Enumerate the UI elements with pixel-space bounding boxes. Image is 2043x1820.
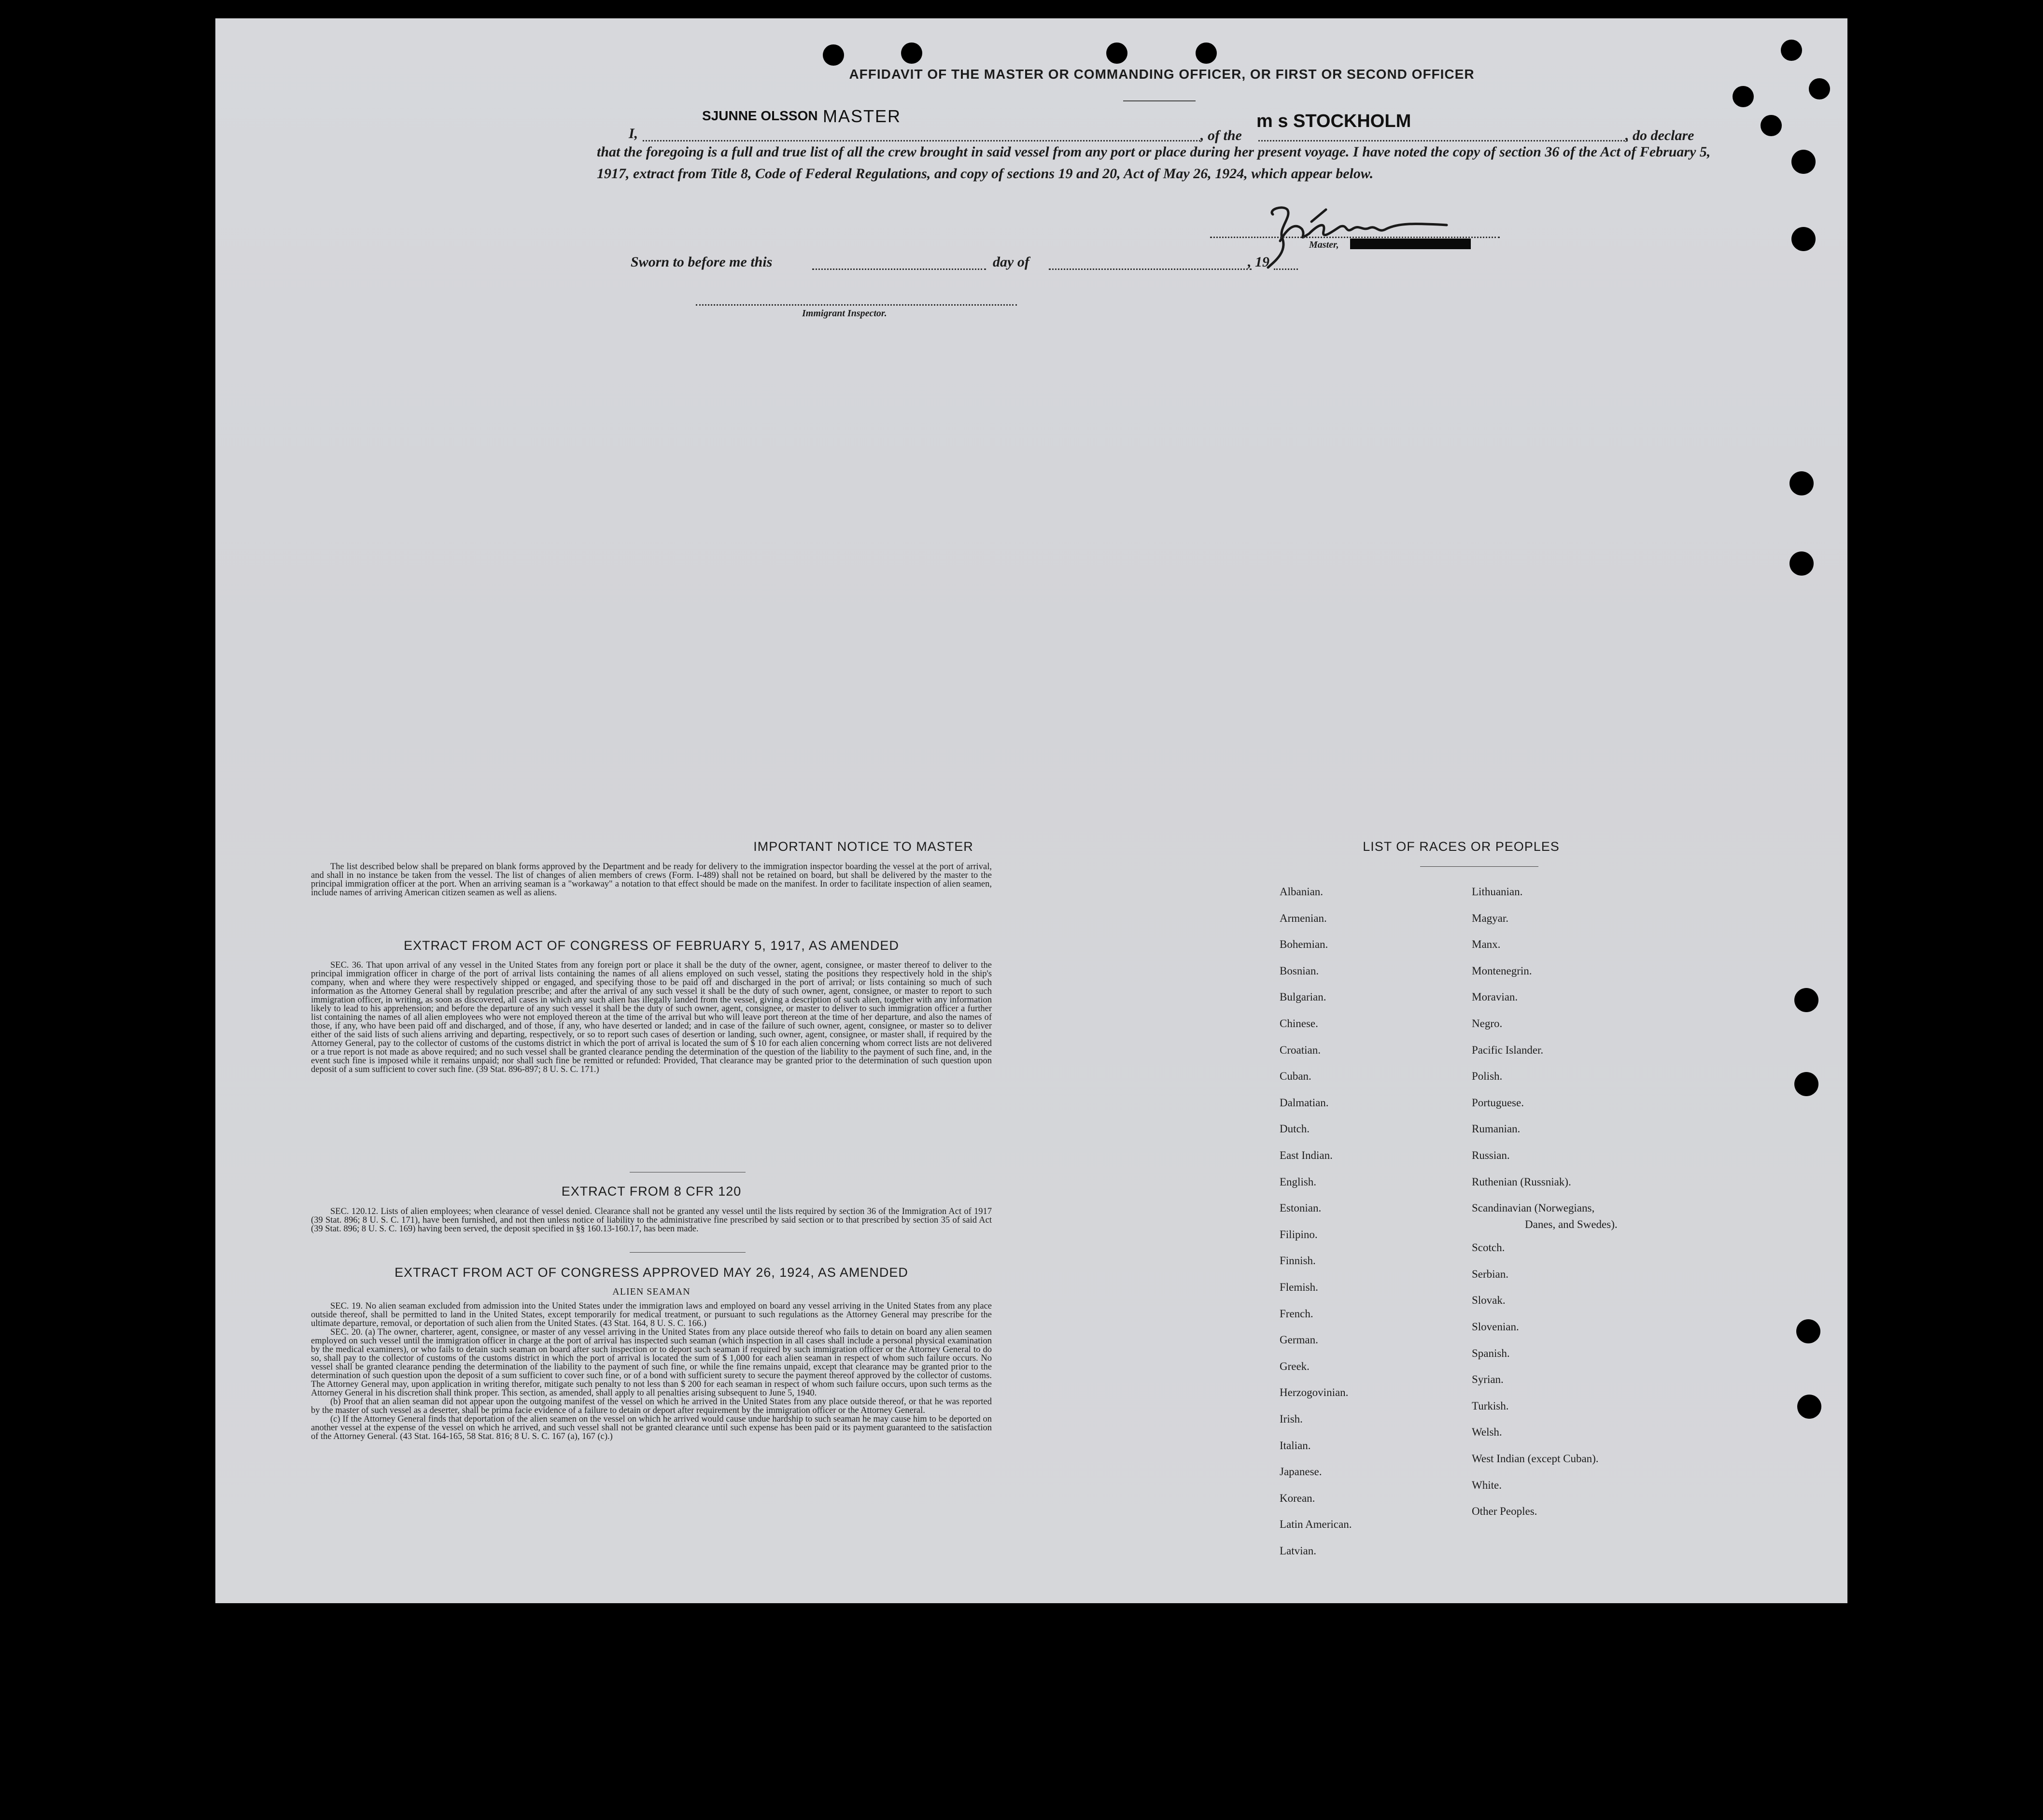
- race-item-left: Bohemian.: [1280, 938, 1328, 951]
- race-item-left: Latvian.: [1280, 1545, 1316, 1557]
- race-item-left: Finnish.: [1280, 1255, 1316, 1267]
- race-item-left: English.: [1280, 1175, 1317, 1188]
- race-item-left: Albanian.: [1280, 886, 1324, 898]
- race-item-right: Portuguese.: [1472, 1096, 1524, 1109]
- race-item-left: Irish.: [1280, 1413, 1303, 1425]
- punch-hole: [1781, 40, 1802, 61]
- declaration-text: that the foregoing is a full and true list of all the crew brought in said vessel from any port or place during her present voyage. I have noted the copy of section 36 of the Act of February 5, 1917, extract from Title 8, Code of Federal Regulations, and copy of sections 19 and 20, Act of May 26, 1924, which appear below.: [597, 144, 1711, 182]
- race-item-left: Greek.: [1280, 1360, 1310, 1372]
- of-the-label: , of the: [1200, 127, 1242, 143]
- race-item-right: Rumanian.: [1472, 1123, 1521, 1135]
- race-item-left: Croatian.: [1280, 1044, 1321, 1056]
- punch-hole: [823, 44, 844, 66]
- notice-text: The list described below shall be prepared on blank forms approved by the Department and be ready for delivery to the immigration inspector boarding the vessel at the port of arrival, and shall in no instance be taken from the vessel. The list of changes of alien members of crews (Form. I-489) shall not be retained on board, but shall be delivered by the master to the principal immigration officer at the port. When an arriving seaman is a "workaway" a notation to that effect should be made on the manifest. In order to facilitate inspection of alien seamen, include names of arriving American citizen seamen as well as aliens.: [311, 862, 992, 898]
- extract-1917-text: SEC. 36. That upon arrival of any vessel in the United States from any foreign port or place it shall be the duty of the owner, agent, consignee, or master thereof to deliver to the principal immigration officer in charge of the port of arrival lists containing the names of all aliens employed on such vessel, stating the positions they respectively hold in the ship's company, when and where they were respectively shipped or engaged, and specifying those to be paid off and discharged in the port of arrival; or lists containing so much of such information as the Attorney General shall by regulation prescribe; and after the arrival of any such vessel it shall be the duty of such owner, agent, consignee, or master to report to such immigration officer, in writing, as soon as discovered, all cases in which any such alien has illegally landed from the vessel, giving a description of such alien, together with any information likely to lead to his apprehension; and before the departure of any such vessel it shall be the duty of such owner, agent, consignee, or master to deliver to such immigration officer a further list containing the names of all alien employees who were not employed thereon at the time of the arrival but who will leave port thereon at the time of her departure, and also the names of those, if any, who have been paid off and discharged, and of those, if any, who have deserted or landed; and in case of the failure of such owner, agent, consignee, or master so to deliver either of the said lists of such aliens arriving and departing, respectively, or so to report such cases of desertion or landing, such owner, agent, consignee, or master shall, if required by the Attorney General, pay to the collector of customs of the customs district in which the port of arrival is located the sum of $ 10 for each alien concerning whom correct lists are not delivered or a true report is not made as above required; and no such vessel shall be granted clearance pending the determination of the question of the liability to the payment of such fine, and, in the event such fine is imposed while it remains unpaid; nor shall such fine be remitted or refunded: Provided, That clearance may be granted prior to the determination of such question upon deposit of a sum sufficient to cover such fine. (39 Stat. 896-897; 8 U. S. C. 171.): [311, 960, 992, 1074]
- race-item-right: Slovenian.: [1472, 1320, 1519, 1333]
- year-label: , 19: [1248, 254, 1269, 270]
- inspector-caption: Immigrant Inspector.: [802, 308, 887, 319]
- sworn-year-blank: [1274, 268, 1298, 270]
- affidavit-title: AFFIDAVIT OF THE MASTER OR COMMANDING OFFICER, OR FIRST OR SECOND OFFICER: [849, 67, 1475, 82]
- race-item-right: Lithuanian.: [1472, 886, 1523, 898]
- sworn-month-blank: [1049, 268, 1252, 270]
- races-title-underline: [1420, 866, 1538, 867]
- inspector-signature-line: [696, 304, 1017, 306]
- races-title: LIST OF RACES OR PEOPLES: [1363, 839, 1560, 854]
- race-item-left: Armenian.: [1280, 912, 1327, 924]
- punch-hole: [1797, 1395, 1821, 1419]
- race-item-left: Cuban.: [1280, 1070, 1311, 1083]
- sworn-label: Sworn to before me this: [631, 254, 773, 270]
- race-item-right: Polish.: [1472, 1070, 1503, 1083]
- race-item-right: Ruthenian (Russniak).: [1472, 1175, 1571, 1188]
- document-page: [215, 18, 1847, 1603]
- extract-1917-title: EXTRACT FROM ACT OF CONGRESS OF FEBRUARY 5, 1917, AS AMENDED: [404, 938, 899, 953]
- extract-1924-subtitle: ALIEN SEAMAN: [612, 1286, 690, 1297]
- punch-hole: [1794, 988, 1818, 1012]
- race-item-right: Welsh.: [1472, 1426, 1502, 1439]
- sworn-day-blank: [812, 268, 986, 270]
- race-item-left: Flemish.: [1280, 1281, 1318, 1293]
- race-item-left: Bulgarian.: [1280, 991, 1326, 1003]
- punch-hole: [1809, 78, 1830, 99]
- punch-hole: [1791, 227, 1816, 251]
- race-item-left: East Indian.: [1280, 1149, 1333, 1161]
- punch-hole: [1791, 150, 1816, 174]
- extract-1924-title: EXTRACT FROM ACT OF CONGRESS APPROVED MAY 26, 1924, AS AMENDED: [395, 1265, 908, 1280]
- race-item-right: Scandinavian (Norwegians,: [1472, 1202, 1595, 1214]
- race-item-left: French.: [1280, 1307, 1313, 1320]
- race-item-right: West Indian (except Cuban).: [1472, 1452, 1599, 1465]
- race-item-left: Italian.: [1280, 1439, 1311, 1452]
- race-item-right: Russian.: [1472, 1149, 1510, 1161]
- extract-cfr-text: SEC. 120.12. Lists of alien employees; when clearance of vessel denied. Clearance shall not be granted any vessel until the lists required by section 36 of the Immigration Act of 1917 (39 Stat. 896; 8 U. S. C. 171), have been furnished, and not then unless notice of liability to the administrative fine prescribed by said section or to that prescribed by section 35 of said Act (39 Stat. 896; 8 U. S. C. 169) having been served, the deposit specified in §§ 160.13-160.17, has been made.: [311, 1207, 992, 1234]
- signature-caption: Master,: [1309, 240, 1339, 250]
- extract-cfr-title: EXTRACT FROM 8 CFR 120: [561, 1184, 742, 1199]
- race-item-left: Dutch.: [1280, 1123, 1310, 1135]
- race-item-right: Negro.: [1472, 1017, 1503, 1030]
- race-item-left: Filipino.: [1280, 1228, 1318, 1241]
- race-item-left: Dalmatian.: [1280, 1096, 1329, 1109]
- race-item-left: Latin American.: [1280, 1518, 1352, 1531]
- title-underline: [1123, 100, 1196, 101]
- punch-hole: [1761, 115, 1782, 136]
- race-item-right: Manx.: [1472, 938, 1501, 951]
- affidavit-i-label: I,: [629, 126, 638, 141]
- extract-1924-text: SEC. 19. No alien seaman excluded from admission into the United States under the immigration laws and employed on board any vessel arriving in the United States from any place outside thereof, shall be permitted to land in the United States, except temporarily for medical treatment, or pursuant to such regulations as the Attorney General may prescribe for the ultimate departure, removal, or deportation of such alien from the United States. (43 Stat. 164, 8 U. S. C. 166.) SEC. 20. (a) The owner, charterer, agent, consignee, or master of any vessel arriving in the United States from any place outside thereof who fails to detain on board any alien seamen employed on such vessel until the immigration officer in charge at the port of arrival has inspected such seaman (which inspection in all cases shall include a personal physical examination by the medical examiners), or who fails to detain such seaman on board after such inspection or to deport such seaman if required by such immigration officer or the Attorney General to do so, shall pay to the collector of customs of the customs district in which the port of arrival is located the sum of $ 1,000 for each alien seaman in respect of whom such failure occurs. No vessel shall be granted clearance pending the determination of the liability to the payment of such fine, or while the fine remains unpaid, except that clearance may be granted prior to the determination of such question upon the deposit of a sum sufficient to cover such fine, or of a bond with sufficient surety to secure the payment thereof approved by the collector of customs. The Attorney General may, upon application in writing therefor, mitigate such penalty to not less than $ 200 for each seaman in respect of whom such failure occurs, upon such terms as the Attorney General in his discretion shall think proper. This section, as amended, shall apply to all penalties arising subsequent to June 5, 1940. (b) Proof that an alien seaman did not appear upon the outgoing manifest of the vessel on which he arrived in the United States from any place outside thereof, or that he was reported by the master of such vessel as a deserter, shall be prima facie evidence of a failure to detain or deport after requirement by the immigration officer or the Attorney General. (c) If the Attorney General finds that deportation of the alien seamen on the vessel on which he arrived would cause undue hardship to such seaman he may cause him to be deported on another vessel at the expense of the vessel on which he arrived, and such vessel shall not be granted clearance until such expense has been paid or its payment guaranteed to the satisfaction of the Attorney General. (43 Stat. 164-165, 58 Stat. 816; 8 U. S. C. 167 (a), 167 (c).): [311, 1301, 992, 1441]
- punch-hole: [1796, 1319, 1820, 1343]
- punch-hole: [1789, 551, 1814, 576]
- race-item-left: Chinese.: [1280, 1017, 1318, 1030]
- race-item-right: Turkish.: [1472, 1399, 1509, 1412]
- race-item-right: Spanish.: [1472, 1347, 1510, 1359]
- race-item-left: Korean.: [1280, 1492, 1315, 1504]
- race-item-right: White.: [1472, 1479, 1502, 1491]
- signature-line: [1210, 237, 1500, 238]
- race-item-right: Syrian.: [1472, 1373, 1504, 1386]
- race-item-left: Bosnian.: [1280, 964, 1319, 977]
- race-item-right: Moravian.: [1472, 991, 1518, 1003]
- punch-hole: [1196, 42, 1217, 64]
- race-item-left: Estonian.: [1280, 1202, 1322, 1214]
- race-item-right: Magyar.: [1472, 912, 1509, 924]
- race-item-left: Japanese.: [1280, 1466, 1322, 1478]
- race-item-left: German.: [1280, 1334, 1318, 1346]
- master-signature: [1254, 195, 1476, 272]
- punch-hole: [1106, 42, 1127, 64]
- race-item-left: Herzogovinian.: [1280, 1386, 1349, 1399]
- typed-master-rank: MASTER: [823, 106, 902, 126]
- race-item-right: Pacific Islander.: [1472, 1044, 1544, 1056]
- redaction-bar: [1350, 239, 1471, 249]
- section-divider: [630, 1252, 746, 1253]
- do-declare-label: , do declare: [1625, 127, 1694, 143]
- typed-vessel-name: m s STOCKHOLM: [1256, 111, 1411, 131]
- day-of-label: day of: [993, 254, 1029, 270]
- race-item-right: Scotch.: [1472, 1242, 1505, 1254]
- race-item-right: Montenegrin.: [1472, 964, 1532, 977]
- race-item-scandinavian-cont: Danes, and Swedes).: [1525, 1218, 1618, 1230]
- notice-title: IMPORTANT NOTICE TO MASTER: [753, 839, 973, 854]
- typed-master-name: SJUNNE OLSSON: [702, 108, 818, 123]
- race-item-right: Slovak.: [1472, 1294, 1506, 1307]
- punch-hole: [1794, 1072, 1818, 1096]
- race-item-right: Other Peoples.: [1472, 1505, 1537, 1518]
- punch-hole: [1733, 86, 1754, 107]
- punch-hole: [1789, 471, 1814, 495]
- race-item-right: Serbian.: [1472, 1268, 1509, 1280]
- punch-hole: [901, 42, 922, 64]
